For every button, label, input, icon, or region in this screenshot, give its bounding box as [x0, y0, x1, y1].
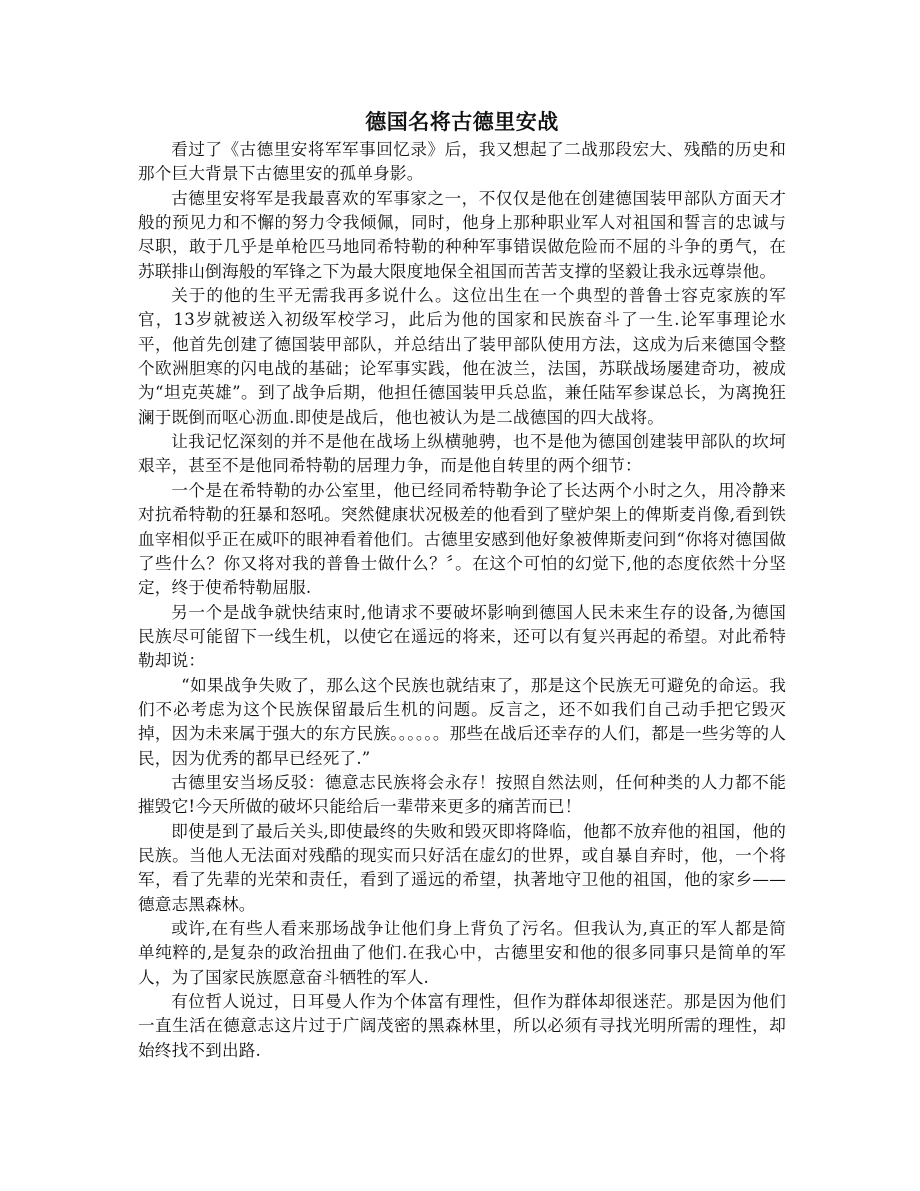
paragraph-9: 即使是到了最后关头,即使最终的失败和毁灭即将降临，他都不放弃他的祖国，他的民族。当他人无法面对残酷的现实而只好活在虚幻的世界，或自暴自弃时，他，一个将军，看了先辈的光荣和责任，看到了遥远的希望，执著地守卫他的祖国，他的家乡——德意志黑森林。: [138, 821, 786, 914]
paragraph-6: 另一个是战争就快结束时,他请求不要破坏影响到德国人民未来生存的设备,为德国民族尽可能留下一线生机，以使它在遥远的将来，还可以有复兴再起的希望。对此希特勒却说：: [138, 602, 786, 671]
page-title: 德国名将古德里安战: [365, 110, 559, 134]
paragraph-5: 一个是在希特勒的办公室里，他已经同希特勒争论了长达两个小时之久，用冷静来对抗希特勒的狂暴和怒吼。突然健康状况极差的他看到了壁炉架上的俾斯麦肖像,看到铁血宰相似乎正在威吓的眼神看着他们。古德里安感到他好象被俾斯麦问到“你将对德国做了些什么？你又将对我的普鲁士做什么？〞。在这个可怕的幻觉下,他的态度依然十分坚定，终于使希特勒屈服.: [138, 480, 786, 598]
paragraph-3: 关于的他的生平无需我再多说什么。这位出生在一个典型的普鲁士容克家族的军官，13岁就被送入初级军校学习，此后为他的国家和民族奋斗了一生.论军事理论水平，他首先创建了德国装甲部队，并总结出了装甲部队使用方法，这成为后来德国令整个欧洲胆寒的闪电战的基础；论军事实践，他在波兰，法国，苏联战场屡建奇功，被成为“坦克英雄”。到了战争后期，他担任德国装甲兵总监，兼任陆军参谋总长，为离挽狂澜于既倒而呕心沥血.即使是战后，他也被认为是二战德国的四大战将。: [138, 286, 786, 427]
document-page: [138, 107, 786, 1063]
paragraph-11: 有位哲人说过，日耳曼人作为个体富有理性，但作为群体却很迷茫。那是因为他们一直生活在德意志这片过于广阔茂密的黑森林里，所以必须有寻找光明所需的理性，却始终找不到出路.: [138, 992, 786, 1060]
paragraph-4: 让我记忆深刻的并不是他在战场上纵横驰骋，也不是他为德国创建装甲部队的坎坷艰辛，甚至不是他同希特勒的居理力争，而是他自转里的两个细节：: [138, 432, 786, 476]
paragraph-1: 看过了《古德里安将军军事回忆录》后，我又想起了二战那段宏大、残酷的历史和那个巨大背景下古德里安的孤单身影。: [138, 140, 786, 184]
paragraph-10: 或许,在有些人看来那场战争让他们身上背负了污名。但我认为,真正的军人都是简单纯粹的,是复杂的政治扭曲了他们.在我心中，古德里安和他的很多同事只是简单的军人，为了国家民族愿意奋斗牺牲的军人.: [138, 919, 786, 987]
paragraph-2: 古德里安将军是我最喜欢的军事家之一，不仅仅是他在创建德国装甲部队方面天才般的预见力和不懈的努力令我倾佩，同时，他身上那种职业军人对祖国和誓言的忠诚与尽职，敢于几乎是单枪匹马地同希特勒的种种军事错误做危险而不屈的斗争的勇气，在苏联排山倒海般的军锋之下为最大限度地保全祖国而苦苦支撑的坚毅让我永远尊崇他。: [138, 188, 786, 281]
paragraph-8: 古德里安当场反驳：德意志民族将会永存！按照自然法则，任何种类的人力都不能摧毁它!今天所做的破坏只能给后一辈带来更多的痛苦而已！: [138, 772, 786, 817]
paragraph-7-quote: “如果战争失败了，那么这个民族也就结束了，那是这个民族无可避免的命运。我们不必考虑为这个民族保留最后生机的问题。反言之，还不如我们自己动手把它毁灭掉，因为未来属于强大的东方民族。。。。。。那些在战后还幸存的人们，都是一些劣等的人民，因为优秀的都早已经死了.”: [138, 675, 786, 768]
